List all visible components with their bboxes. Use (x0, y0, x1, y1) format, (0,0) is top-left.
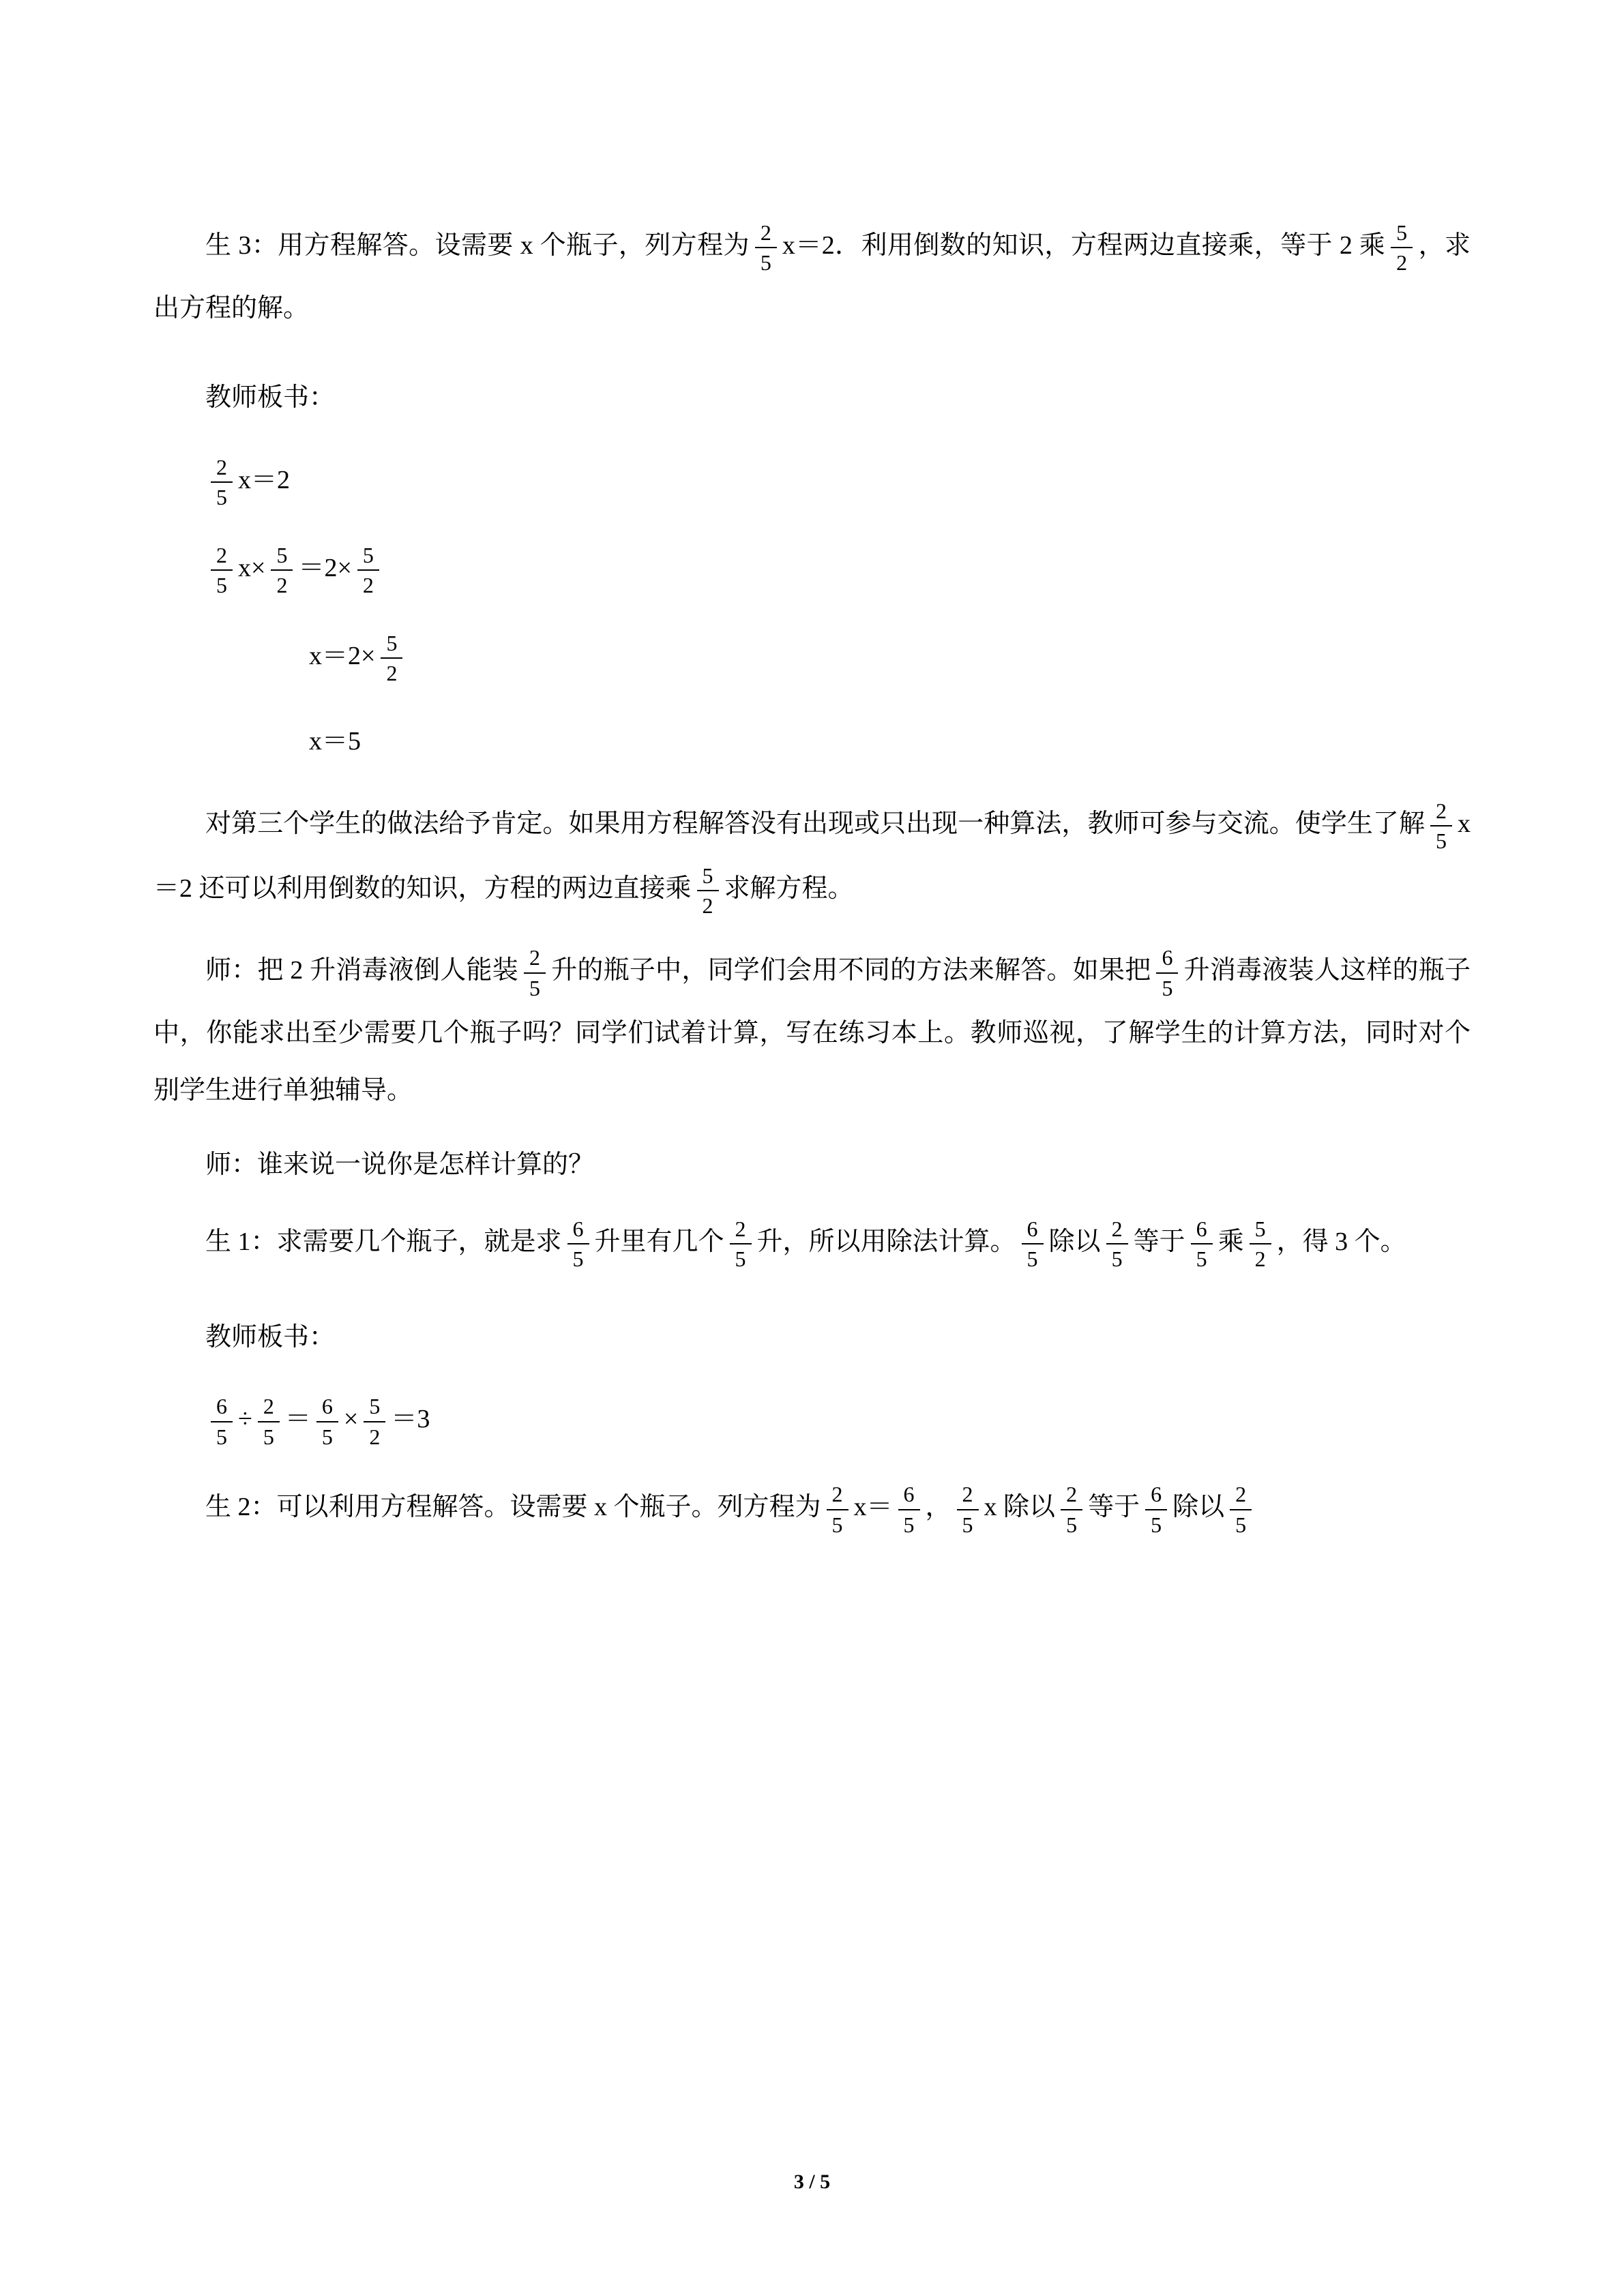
fraction-denominator: 5 (1156, 972, 1178, 1001)
fraction-denominator: 5 (755, 247, 777, 275)
fraction (1145, 1481, 1167, 1538)
fraction-denominator: 2 (357, 569, 379, 598)
fraction-numerator: 2 (263, 1394, 274, 1419)
fraction (271, 542, 293, 599)
text-run: 生 2：可以利用方程解答。设需要 x 个瓶子。列方程为 (205, 1493, 821, 1522)
text-run: 生 1：求需要几个瓶子，就是求 (205, 1227, 562, 1257)
fraction-numerator: 2 (1235, 1482, 1247, 1507)
fraction-numerator: 5 (386, 630, 398, 655)
text-run: x＝2 还可以利用倒数的知识，方程的两边直接乘 (153, 809, 1471, 903)
fraction (364, 1393, 385, 1450)
fraction-denominator: 5 (1430, 825, 1452, 854)
fraction (211, 454, 233, 511)
fraction (381, 630, 402, 687)
fraction-numerator: 5 (702, 863, 713, 888)
text-run: 教师板书： (205, 1322, 336, 1352)
text-run: ＝ (284, 1405, 311, 1434)
fraction-denominator: 2 (1250, 1243, 1271, 1272)
fraction-numerator: 6 (1151, 1482, 1162, 1507)
fraction-denominator: 2 (381, 657, 402, 686)
text-run: x× (238, 553, 266, 582)
fraction-denominator: 5 (567, 1243, 589, 1272)
fraction (1022, 1216, 1044, 1272)
fraction-denominator: 5 (524, 972, 546, 1001)
fraction-numerator: 5 (362, 542, 374, 567)
text-run: 等于 (1133, 1227, 1185, 1257)
math-line-equation-1 (205, 450, 1471, 515)
fraction-numerator: 2 (216, 454, 227, 479)
fraction-denominator: 2 (1391, 247, 1413, 275)
paragraph-teacher-board-label-1 (153, 370, 1471, 427)
fraction (957, 1481, 979, 1538)
text-run: x＝ (853, 1493, 893, 1522)
text-run: × (343, 1405, 359, 1434)
math-line-division (205, 1389, 1471, 1454)
text-run: 等于 (1088, 1493, 1140, 1522)
fraction (1156, 944, 1178, 1001)
fraction (1430, 798, 1452, 854)
fraction-numerator: 6 (1196, 1217, 1207, 1242)
fraction-denominator: 5 (827, 1509, 848, 1538)
fraction (1061, 1481, 1082, 1538)
paragraph-student3-answer (153, 215, 1471, 337)
fraction-numerator: 6 (1162, 945, 1173, 970)
paragraph-teacher-board-label-2 (153, 1309, 1471, 1367)
fraction (524, 944, 546, 1001)
fraction (357, 542, 379, 599)
text-run: x 除以 (984, 1493, 1056, 1522)
fraction-denominator: 5 (211, 1421, 233, 1450)
fraction-numerator: 2 (760, 220, 771, 245)
paragraph-teacher-question-1 (153, 940, 1471, 1119)
fraction-denominator: 5 (1191, 1243, 1213, 1272)
fraction-denominator: 5 (211, 481, 233, 510)
text-run: 生 3：用方程解答。设需要 x 个瓶子，列方程为 (205, 231, 750, 260)
text-run: 升里有几个 (594, 1227, 724, 1257)
fraction-numerator: 2 (831, 1482, 843, 1507)
text-run: 对第三个学生的做法给予肯定。如果用方程解答没有出现或只出现一种算法，教师可参与交流。使学生了解 (205, 809, 1425, 839)
text-run: ，得 3 个。 (1276, 1227, 1406, 1257)
fraction-denominator: 5 (1145, 1509, 1167, 1538)
paragraph-student2-answer (153, 1477, 1471, 1542)
fraction-numerator: 2 (962, 1482, 973, 1507)
fraction-numerator: 5 (276, 542, 288, 567)
fraction (827, 1481, 848, 1538)
paragraph-teacher-question-2 (153, 1137, 1471, 1194)
paragraph-student1-answer (153, 1212, 1471, 1277)
fraction-denominator: 5 (211, 569, 233, 598)
text-run: 求解方程。 (724, 874, 854, 903)
text-run: ＝2× (298, 553, 352, 582)
fraction (211, 1393, 233, 1450)
fraction-numerator: 2 (1436, 798, 1447, 823)
fraction-numerator: 2 (1111, 1217, 1123, 1242)
fraction (730, 1216, 752, 1272)
fraction-denominator: 2 (271, 569, 293, 598)
fraction-denominator: 5 (258, 1421, 280, 1450)
text-run: 师：谁来说一说你是怎样计算的？ (205, 1150, 595, 1180)
fraction (316, 1393, 338, 1450)
text-run: x＝2 (238, 466, 291, 495)
text-run: 升的瓶子中，同学们会用不同的方法来解答。如果把 (550, 956, 1151, 985)
fraction-numerator: 2 (216, 542, 227, 567)
math-line-equation-2 (205, 538, 1471, 603)
fraction-denominator: 5 (730, 1243, 752, 1272)
fraction-denominator: 5 (1061, 1509, 1082, 1538)
paragraph-teacher-comment (153, 794, 1471, 923)
math-line-equation-4 (309, 713, 1471, 771)
fraction-numerator: 6 (1027, 1217, 1038, 1242)
text-run: 除以 (1048, 1227, 1101, 1257)
fraction-numerator: 5 (1396, 220, 1408, 245)
fraction-numerator: 5 (1254, 1217, 1266, 1242)
fraction-denominator: 5 (1106, 1243, 1128, 1272)
fraction-denominator: 5 (957, 1509, 979, 1538)
text-run: ＝3 (391, 1405, 430, 1434)
text-run: x＝5 (309, 727, 361, 756)
fraction-numerator: 2 (735, 1217, 746, 1242)
document-body (153, 215, 1471, 1542)
text-run: x＝2× (309, 641, 376, 670)
fraction-denominator: 5 (898, 1509, 920, 1538)
text-run: 除以 (1172, 1493, 1225, 1522)
fraction-numerator: 2 (1066, 1482, 1078, 1507)
text-run: ， (925, 1493, 951, 1522)
fraction (1106, 1216, 1128, 1272)
text-run: 教师板书： (205, 383, 336, 413)
fraction (697, 863, 719, 919)
fraction (1250, 1216, 1271, 1272)
fraction (898, 1481, 920, 1538)
fraction (1191, 1216, 1213, 1272)
fraction-numerator: 6 (572, 1217, 584, 1242)
fraction-numerator: 2 (529, 945, 540, 970)
text-run: ÷ (238, 1405, 252, 1434)
fraction-denominator: 5 (1230, 1509, 1252, 1538)
page-number: 3 / 5 (793, 2171, 831, 2193)
text-run: ，求出方程的解。 (153, 231, 1471, 323)
fraction-denominator: 5 (1022, 1243, 1044, 1272)
fraction-denominator: 2 (364, 1421, 385, 1450)
fraction (567, 1216, 589, 1272)
fraction-numerator: 6 (321, 1394, 333, 1419)
fraction (258, 1393, 280, 1450)
fraction-numerator: 6 (903, 1482, 915, 1507)
text-run: 师：把 2 升消毒液倒人能装 (205, 956, 518, 985)
text-run: 升消毒液装人这样的瓶子中，你能求出至少需要几个瓶子吗？同学们试着计算，写在练习本上。教师巡视，了解学生的计算方法，同时对个别学生进行单独辅导。 (153, 956, 1471, 1105)
fraction-numerator: 5 (369, 1394, 381, 1419)
text-run: 升，所以用除法计算。 (756, 1227, 1016, 1257)
fraction (1391, 220, 1413, 276)
fraction (211, 542, 233, 599)
fraction-denominator: 2 (697, 890, 719, 919)
text-run: x＝2．利用倒数的知识，方程两边直接乘，等于 2 乘 (782, 231, 1386, 260)
fraction (755, 220, 777, 276)
fraction (1230, 1481, 1252, 1538)
fraction-numerator: 6 (216, 1394, 227, 1419)
text-run: 乘 (1217, 1227, 1244, 1257)
math-line-equation-3 (309, 626, 1471, 691)
fraction-denominator: 5 (316, 1421, 338, 1450)
